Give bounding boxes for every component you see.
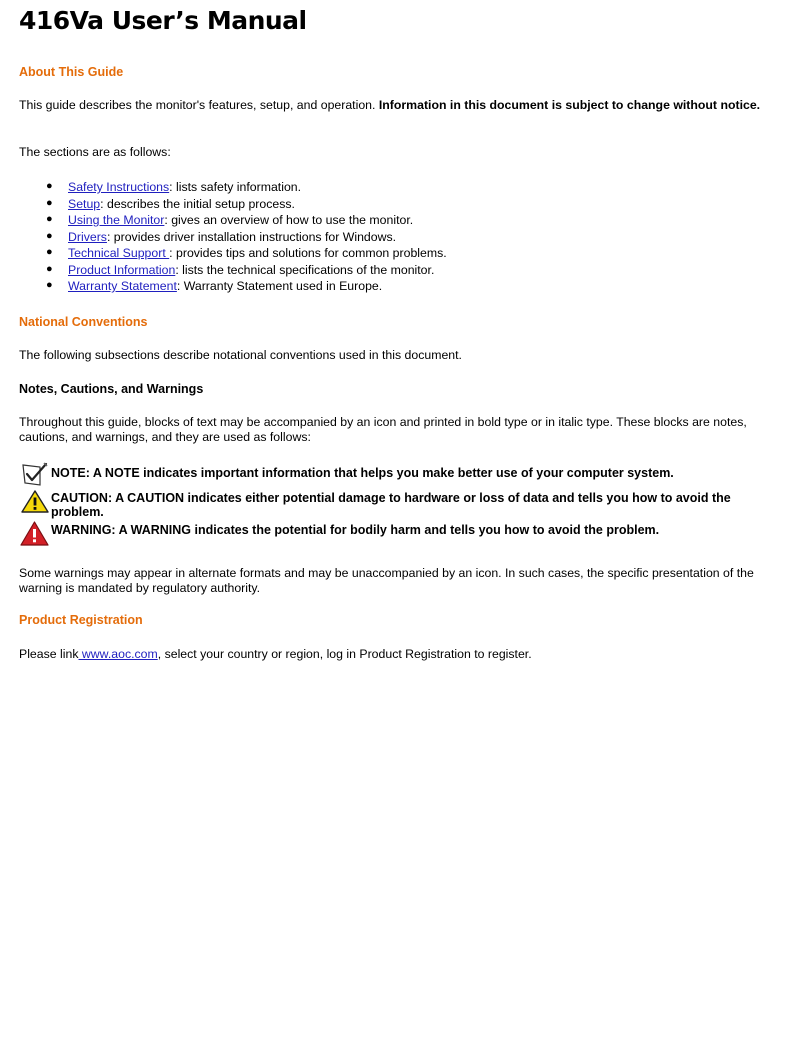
list-item-text: : lists safety information. [169, 180, 302, 194]
list-item-text: : describes the initial setup process. [100, 196, 295, 211]
notes-cautions-warnings-heading: Notes, Cautions, and Warnings [19, 382, 204, 396]
registration-suffix: , select your country or region, log in Product Registration to register. [157, 647, 532, 661]
bullet-icon: ● [46, 213, 53, 225]
sections-intro: The sections are as follows: [19, 145, 171, 159]
link-product-information[interactable]: Product Information [68, 262, 176, 277]
conventions-paragraph: Throughout this guide, blocks of text may be accompanied by an icon and printed in bold type or in italic type. These blocks are notes, cautions, and warnings, and they are used as follows: [19, 415, 747, 444]
caution-triangle-icon [21, 489, 49, 514]
link-safety-instructions[interactable]: Safety Instructions [68, 180, 170, 194]
link-using-the-monitor[interactable]: Using the Monitor [68, 213, 165, 227]
warning-triangle-icon [20, 520, 49, 547]
list-item-text: : provides driver installation instructions for Windows. [106, 229, 397, 244]
warning-text: WARNING: A WARNING indicates the potential for bodily harm and tells you how to avoid the problem. [51, 523, 660, 537]
about-heading: About This Guide [19, 65, 124, 79]
conventions-heading: National Conventions [19, 315, 148, 329]
aoc-website-link[interactable]: www.aoc.com [78, 647, 158, 661]
bullet-icon: ● [46, 246, 53, 258]
alt-formats-paragraph: Some warnings may appear in alternate formats and may be unaccompanied by an icon. In such cases, the specific presentation of the warning is mandated by regulatory authority. [19, 566, 754, 595]
about-intro-notice: Information in this document is subject to change without notice. [378, 98, 761, 112]
about-intro [19, 98, 771, 113]
registration-prefix: Please link [19, 647, 79, 661]
bullet-icon: ● [46, 279, 53, 291]
list-item-text: : gives an overview of how to use the monitor. [164, 213, 414, 227]
bullet-icon: ● [46, 262, 53, 275]
registration-heading: Product Registration [19, 613, 143, 627]
caution-text: CAUTION: A CAUTION indicates either potential damage to hardware or loss of data and tells you how to avoid the problem. [51, 491, 731, 519]
link-setup[interactable]: Setup [68, 196, 101, 211]
registration-text [19, 647, 532, 661]
about-intro-text: This guide describes the monitor's features, setup, and operation. [19, 98, 379, 112]
bullet-icon: ● [46, 180, 53, 192]
bullet-icon: ● [46, 196, 53, 209]
list-item-text: : provides tips and solutions for common problems. [169, 246, 447, 260]
conventions-intro: The following subsections describe notational conventions used in this document. [19, 348, 462, 362]
note-text: NOTE: A NOTE indicates important information that helps you make better use of your computer system. [51, 466, 674, 480]
link-warranty-statement[interactable]: Warranty Statement [68, 279, 177, 293]
list-item-text: : Warranty Statement used in Europe. [176, 279, 383, 293]
note-pencil-icon [21, 461, 49, 487]
page-title: 416Va User’s Manual [19, 6, 307, 35]
link-drivers[interactable]: Drivers [68, 229, 107, 244]
bullet-icon: ● [46, 229, 53, 242]
list-item-text: : lists the technical specifications of the monitor. [175, 262, 435, 277]
link-technical-support[interactable]: Technical Support [68, 246, 170, 260]
